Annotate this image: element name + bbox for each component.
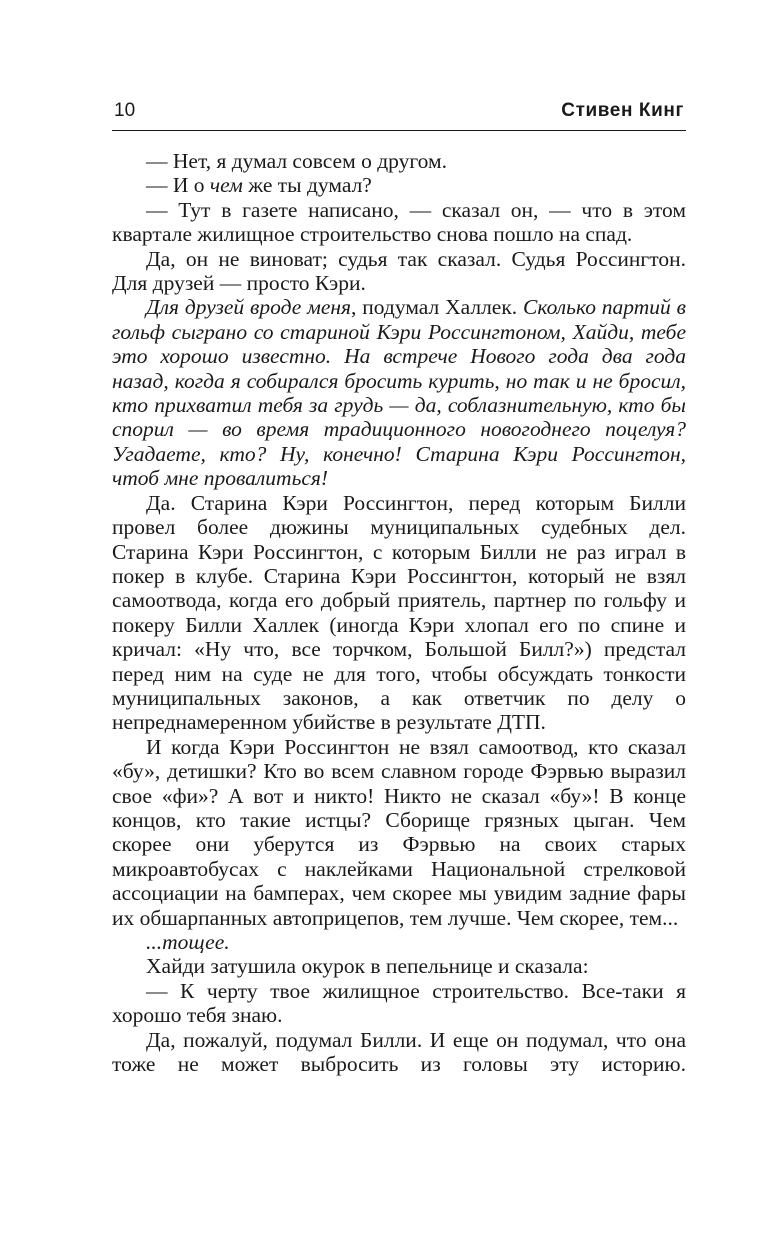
italic-text: чем bbox=[209, 173, 243, 198]
paragraph-text: — И о bbox=[146, 173, 210, 198]
paragraph bbox=[112, 930, 686, 954]
paragraph bbox=[112, 735, 686, 930]
paragraph bbox=[112, 173, 686, 197]
paragraph-text: же ты думал? bbox=[242, 173, 372, 198]
paragraph-text: , подумал Халлек. bbox=[351, 295, 524, 320]
paragraph bbox=[112, 198, 686, 247]
running-head bbox=[112, 98, 686, 131]
paragraph bbox=[112, 247, 686, 296]
paragraph bbox=[112, 954, 686, 978]
paragraph-text: И когда Кэри Россингтон не взял самоотвод, кто сказал «бу», детишки? Кто во всем славном городе Фэрвью выразил свое «фи»? А вот и никто! Никто не сказал «бу»! В конце концов, кто такие истцы? Сборище грязных цыган. Чем скорее они уберутся из Фэрвью на своих старых микроавтобусах с наклейками Национальной стрелковой ассоциации на бамперах, чем скорее мы увидим задние фары их обшарпанных автоприцепов, тем лучше. Чем скорее, тем... bbox=[112, 734, 686, 930]
paragraph-text: Да. Старина Кэри Россингтон, перед которым Билли провел более дюжины муниципальных судебных дел. Старина Кэри Россингтон, с которым Билли не раз играл в покер в клубе. Старина Кэри Россингтон, который не взял самоотвода, когда его добрый приятель, партнер по гольфу и покеру Билли Халлек (иногда Кэри хлопал его по спине и кричал: «Ну что, все торчком, Большой Билл?») предстал перед ним на суде не для того, чтобы обсуждать тонкости муниципальных законов, а как ответчик по делу о непреднамеренном убийстве в результате ДТП. bbox=[112, 490, 686, 735]
paragraph bbox=[112, 295, 686, 490]
paragraph-text: — К черту твое жилищное строительство. Все-таки я хорошо тебя знаю. bbox=[112, 978, 686, 1028]
paragraph bbox=[112, 1028, 686, 1077]
book-page bbox=[112, 98, 686, 1076]
italic-text: ...тощее. bbox=[146, 930, 230, 954]
paragraph bbox=[112, 149, 686, 173]
italic-text: Для друзей вроде меня bbox=[146, 295, 352, 320]
paragraph-text: Да, пожалуй, подумал Билли. И еще он подумал, что она тоже не может выбросить из головы эту историю. bbox=[112, 1027, 686, 1077]
book-author: Стивен Кинг bbox=[561, 100, 684, 121]
paragraph-text: Хайди затушила окурок в пепельнице и сказала: bbox=[146, 954, 589, 979]
page-number: 10 bbox=[114, 100, 136, 121]
paragraph-text: Да, он не виноват; судья так сказал. Судья Россингтон. Для друзей — просто Кэри. bbox=[112, 246, 686, 296]
paragraph-text: — Нет, я думал совсем о другом. bbox=[146, 149, 447, 173]
page-text bbox=[112, 149, 686, 1076]
paragraph-text: — Тут в газете написано, — сказал он, — что в этом квартале жилищное строительство снова пошло на спад. bbox=[112, 197, 686, 247]
italic-text: Сколько партий в гольф сыграно со стариной Кэри Россингтоном, Хайди, тебе это хорошо известно. На встрече Нового года два года назад, когда я собирался бросить курить, но так и не бросил, кто прихватил тебя за грудь — да, соблазнительную, кто бы спорил — во время традиционного новогоднего поцелуя? Угадаете, кто? Ну, конечно! Старина Кэри Россингтон, чтоб мне провалиться! bbox=[112, 295, 686, 491]
paragraph bbox=[112, 491, 686, 735]
paragraph bbox=[112, 979, 686, 1028]
